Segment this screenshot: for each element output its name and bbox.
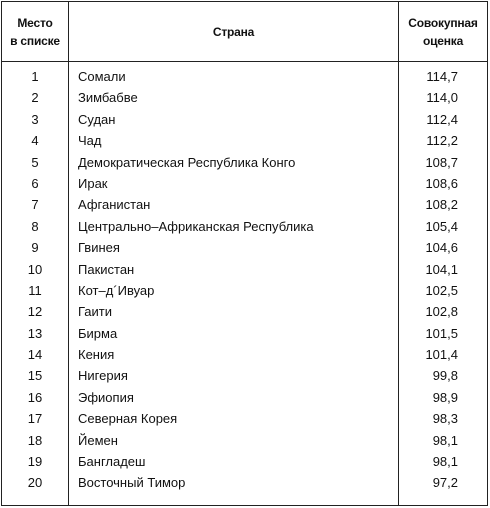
score-cell: 112,4	[426, 111, 458, 127]
table-row	[2, 152, 487, 173]
table-row	[2, 216, 487, 237]
table-row	[2, 109, 487, 130]
table-row	[2, 430, 487, 451]
score-cell: 98,3	[432, 411, 458, 427]
score-cell: 108,2	[425, 197, 458, 213]
score-cell: 104,6	[425, 240, 458, 256]
rank-cell: 16	[27, 389, 43, 405]
table-row	[2, 87, 487, 108]
rank-cell: 1	[31, 69, 39, 84]
rank-cell: 9	[31, 240, 39, 256]
rank-cell: 20	[27, 475, 43, 491]
table-row	[2, 408, 487, 429]
table-row	[2, 472, 487, 493]
table-row	[2, 451, 487, 472]
country-cell: Ирак	[78, 175, 108, 191]
country-cell: Бирма	[78, 325, 118, 341]
score-cell: 98,1	[432, 454, 458, 470]
country-cell: Афганистан	[78, 197, 151, 213]
country-cell: Северная Корея	[78, 411, 178, 427]
country-cell: Гаити	[78, 304, 113, 320]
rank-cell: 11	[28, 282, 42, 298]
score-cell: 102,5	[425, 282, 458, 298]
rank-cell: 14	[27, 347, 43, 363]
country-cell: Кот–д´Ивуар	[78, 282, 155, 298]
country-cell: Нигерия	[78, 368, 128, 384]
rank-cell: 3	[31, 111, 39, 127]
score-cell: 108,6	[425, 175, 458, 191]
rank-cell: 10	[27, 261, 43, 277]
header-country: Страна	[212, 24, 255, 39]
rank-cell: 18	[27, 432, 43, 448]
country-cell: Демократическая Республика Конго	[78, 154, 296, 170]
rank-cell: 6	[31, 175, 39, 191]
rank-cell: 19	[27, 454, 43, 470]
score-cell: 104,1	[425, 261, 458, 277]
country-cell: Восточный Тимор	[78, 475, 186, 491]
rank-cell: 2	[31, 90, 39, 106]
table-row	[2, 280, 487, 301]
rank-cell: 17	[27, 411, 43, 427]
table-row	[2, 237, 487, 258]
rank-cell: 5	[31, 154, 39, 170]
country-cell: Сомали	[78, 69, 126, 84]
score-cell: 99,8	[432, 368, 458, 384]
rank-cell: 13	[27, 325, 43, 341]
score-cell: 101,4	[425, 347, 458, 363]
score-cell: 101,5	[425, 325, 458, 341]
score-cell: 105,4	[425, 218, 458, 234]
country-cell: Судан	[78, 111, 116, 127]
table-row	[2, 387, 487, 408]
table-row	[2, 194, 487, 215]
country-cell: Зимбабве	[78, 90, 138, 106]
rank-cell: 15	[27, 368, 43, 384]
score-cell: 108,7	[425, 154, 458, 170]
table-row	[2, 301, 487, 322]
country-cell: Кения	[78, 347, 115, 363]
rank-cell: 12	[27, 304, 43, 320]
table-row	[2, 323, 487, 344]
score-cell: 102,8	[425, 304, 458, 320]
header-score: Совокупная оценка	[408, 15, 478, 48]
header-divider	[2, 61, 487, 62]
table-row	[2, 365, 487, 386]
country-cell: Гвинея	[78, 240, 120, 256]
country-cell: Центрально–Африканская Республика	[78, 218, 314, 234]
country-cell: Бангладеш	[78, 454, 146, 470]
score-cell: 114,0	[426, 90, 458, 106]
score-cell: 97,2	[432, 475, 458, 491]
score-cell: 112,2	[426, 133, 458, 149]
ranking-table	[1, 1, 488, 506]
score-cell: 98,1	[432, 432, 458, 448]
rank-cell: 8	[31, 218, 39, 234]
rank-cell: 4	[31, 133, 39, 149]
rank-cell: 7	[31, 197, 39, 213]
country-cell: Пакистан	[78, 261, 135, 277]
table-row	[2, 66, 487, 87]
header-rank: Место в списке	[10, 15, 60, 48]
table-row	[2, 344, 487, 365]
table-row	[2, 130, 487, 151]
country-cell: Эфиопия	[78, 389, 134, 405]
table-row	[2, 173, 487, 194]
country-cell: Чад	[78, 133, 102, 149]
table-body	[2, 66, 487, 494]
table-row	[2, 259, 487, 280]
country-cell: Йемен	[78, 432, 118, 448]
score-cell: 98,9	[432, 389, 458, 405]
score-cell: 114,7	[426, 69, 458, 84]
